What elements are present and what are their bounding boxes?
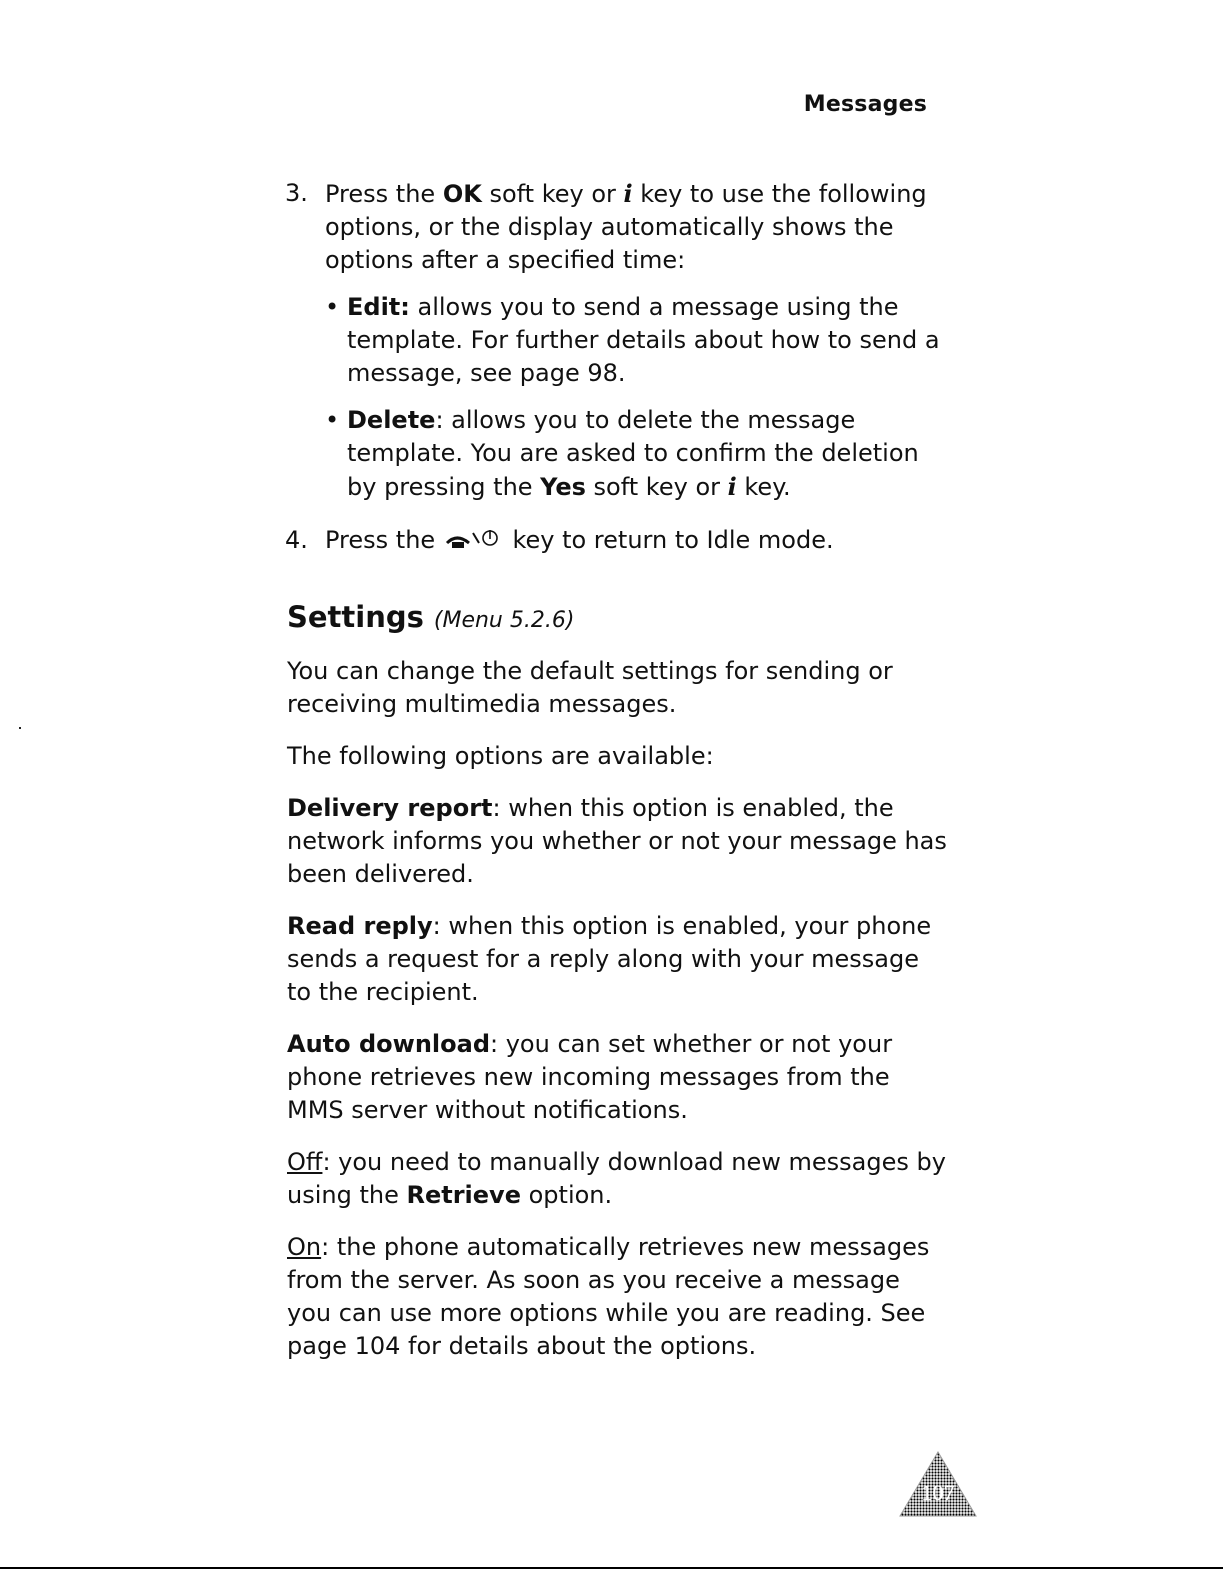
option-off — [287, 1146, 947, 1212]
option-term: Edit: — [347, 293, 410, 321]
page-content — [287, 177, 947, 1382]
option-term: Off — [287, 1148, 323, 1176]
step-text: Press the — [325, 526, 443, 554]
retrieve-label: Retrieve — [406, 1181, 521, 1209]
step-4 — [287, 524, 947, 557]
option-desc: : when this option is enabled, your phone sends a request for a reply along with your message to the recipient. — [287, 912, 932, 1006]
option-desc: option. — [520, 1181, 613, 1209]
step-3 — [287, 177, 947, 504]
step-number: 3. — [285, 179, 308, 207]
section-heading — [287, 597, 947, 641]
option-desc: allows you to send a message using the template. For further details about how to send a message, see page 98. — [347, 293, 940, 387]
ok-key-label: OK — [442, 180, 482, 208]
running-header-title: Messages — [803, 92, 927, 117]
option-desc: : you need to manually download new messages by using the — [287, 1148, 946, 1209]
bullet-edit — [325, 291, 947, 390]
bullet-dot-icon: • — [325, 406, 340, 434]
option-read-reply — [287, 910, 947, 1009]
page-number: 107 — [921, 1480, 955, 1505]
page-number-badge — [898, 1450, 978, 1518]
scan-speck — [19, 727, 21, 729]
option-desc: : when this option is enabled, the network informs you whether or not your message has been delivered. — [287, 794, 947, 888]
bullet-dot-icon: • — [325, 293, 340, 321]
option-term: Read reply — [287, 912, 433, 940]
option-desc: : you can set whether or not your phone retrieves new incoming messages from the MMS server without notifications. — [287, 1030, 893, 1124]
settings-intro: You can change the default settings for sending or receiving multimedia messages. — [287, 657, 893, 718]
option-auto-download — [287, 1028, 947, 1127]
step-text: Press the — [325, 180, 443, 208]
yes-key-label: Yes — [540, 473, 586, 501]
option-term: Delete — [347, 406, 436, 434]
option-term: On — [287, 1233, 322, 1261]
step-text: key to use the following options, or the display automatically shows the options after a specified time: — [325, 180, 927, 274]
option-desc: key. — [736, 473, 791, 501]
option-on — [287, 1231, 947, 1363]
step-text: key to return to Idle mode. — [504, 526, 834, 554]
end-power-key-icon — [443, 527, 505, 551]
option-desc: soft key or — [585, 473, 728, 501]
section-title: Settings — [287, 600, 424, 634]
menu-reference: (Menu 5.2.6) — [433, 608, 575, 633]
option-term: Auto download — [287, 1030, 490, 1058]
option-term: Delivery report — [287, 794, 493, 822]
option-delivery-report — [287, 792, 947, 891]
bullet-delete — [325, 404, 947, 504]
bottom-scan-border — [0, 1567, 1223, 1569]
info-key-icon: i — [623, 179, 633, 208]
step-number: 4. — [285, 526, 308, 554]
info-key-icon: i — [727, 472, 737, 501]
options-intro: The following options are available: — [287, 742, 714, 770]
option-desc: : the phone automatically retrieves new messages from the server. As soon as you receive a message you can use more options while you are reading. See page 104 for details about the options. — [287, 1233, 930, 1360]
step-text: soft key or — [481, 180, 624, 208]
option-desc: : allows you to delete the message template. You are asked to confirm the deletion by pressing the — [347, 406, 919, 501]
